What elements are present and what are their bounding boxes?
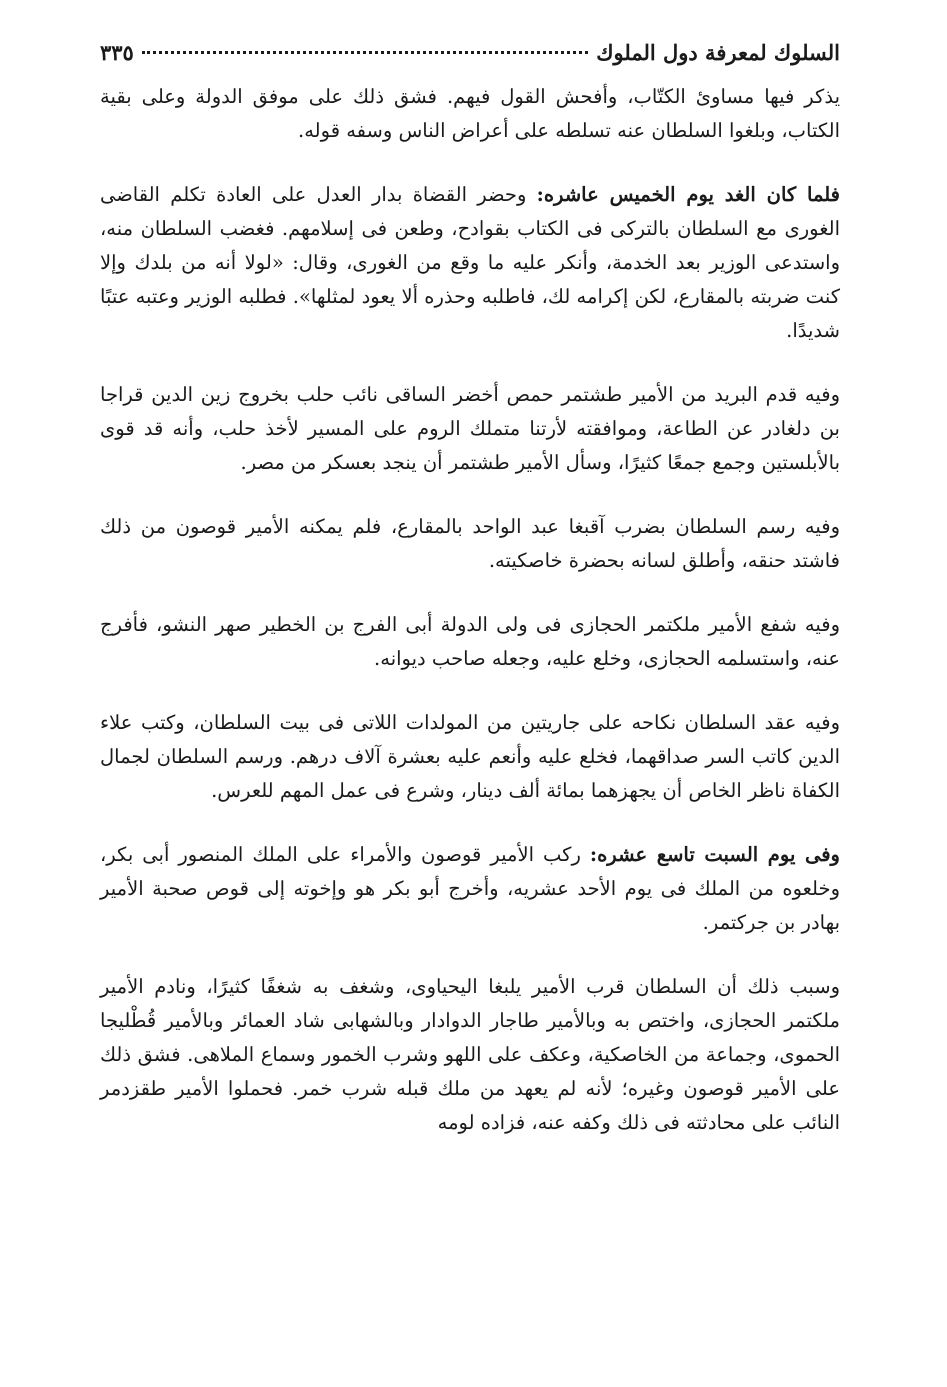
book-page [100, 40, 840, 1140]
paragraph-3 [100, 378, 840, 480]
paragraph-gap [100, 808, 840, 838]
paragraph-text: وفيه شفع الأمير ملكتمر الحجازى فى ولى الدولة أبى الفرج بن الخطير صهر النشو، فأفرج عنه، واستسلمه الحجازى، وخلع عليه، وجعله صاحب ديوانه. [100, 613, 840, 670]
paragraph-2 [100, 178, 840, 348]
paragraph-4 [100, 510, 840, 578]
paragraph-text: ركب الأمير قوصون والأمراء على الملك المنصور أبى بكر، وخلعوه من الملك فى يوم الأحد عشريه، وأخرج أبو بكر هو وإخوته إلى قوص صحبة الأمير بهادر بن جركتمر. [100, 843, 840, 934]
paragraph-8 [100, 970, 840, 1140]
paragraph-7 [100, 838, 840, 940]
paragraph-5 [100, 608, 840, 676]
paragraph-gap [100, 148, 840, 178]
book-title: السلوك لمعرفة دول الملوك [596, 40, 840, 65]
paragraph-lead: فلما كان الغد يوم الخميس عاشره: [536, 183, 840, 206]
paragraph-text: وفيه عقد السلطان نكاحه على جاريتين من المولدات اللاتى فى بيت السلطان، وكتب علاء الدين كاتب السر صداقهما، فخلع عليه وأنعم عليه بعشرة آلاف درهم. ورسم السلطان لجمال الكفاة ناظر الخاص أن يجهزهما بمائة ألف دينار، وشرع فى عمل المهم للعرس. [100, 711, 840, 802]
paragraph-gap [100, 578, 840, 608]
paragraph-gap [100, 676, 840, 706]
running-header [100, 40, 840, 80]
paragraph-1 [100, 80, 840, 148]
paragraph-gap [100, 348, 840, 378]
paragraph-text: وفيه قدم البريد من الأمير طشتمر حمص أخضر الساقى نائب حلب بخروج زين الدين قراجا بن دلغادر عن الطاعة، وموافقته لأرتنا متملك الروم على المسير لأخذ حلب، وأنه قد قوى بالأبلستين وجمع جمعًا كثيرًا، وسأل الأمير طشتمر أن ينجد بعسكر من مصر. [100, 383, 840, 474]
paragraph-lead: وفى يوم السبت تاسع عشره: [589, 843, 840, 866]
paragraph-text: وفيه رسم السلطان بضرب آقبغا عبد الواحد بالمقارع، فلم يمكنه الأمير قوصون من ذلك فاشتد حنقه، وأطلق لسانه بحضرة خاصكيته. [100, 515, 840, 572]
paragraph-text: وحضر القضاة بدار العدل على العادة تكلم القاضى الغورى مع السلطان بالتركى فى الكتاب بقوادح، وطعن فى إسلامهم. فغضب السلطان منه، واستدعى الوزير بعد الخدمة، وأنكر عليه ما وقع من الغورى، وقال: «لولا أنه من بلدك وإلا كنت ضربته بالمقارع، لكن إكرامه لك، فاطلبه وحذره ألا يعود لمثلها». فطلبه الوزير وعتبه عتبًا شديدًا. [100, 183, 840, 342]
page-number: ٣٣٥ [100, 40, 134, 65]
dotted-leader [142, 51, 588, 54]
paragraph-text: يذكر فيها مساوئ الكتّاب، وأفحش القول فيهم. فشق ذلك على موفق الدولة وعلى بقية الكتاب، وبلغوا السلطان عنه تسلطه على أعراض الناس وسفه قوله. [100, 85, 840, 142]
paragraph-6 [100, 706, 840, 808]
paragraph-gap [100, 940, 840, 970]
paragraph-text: وسبب ذلك أن السلطان قرب الأمير يلبغا اليحياوى، وشغف به شغفًا كثيرًا، ونادم الأمير ملكتمر الحجازى، واختص به وبالأمير طاجار الدوادار وبالشهابى شاد العمائر وبالأمير قُطْليجا الحموى، وجماعة من الخاصكية، وعكف على اللهو وشرب الخمور وسماع الملاهى. فشق ذلك على الأمير قوصون وغيره؛ لأنه لم يعهد من ملك قبله شرب خمر. فحملوا الأمير طقزدمر النائب على محادثته فى ذلك وكفه عنه، فزاده لومه [100, 975, 840, 1134]
paragraph-gap [100, 480, 840, 510]
